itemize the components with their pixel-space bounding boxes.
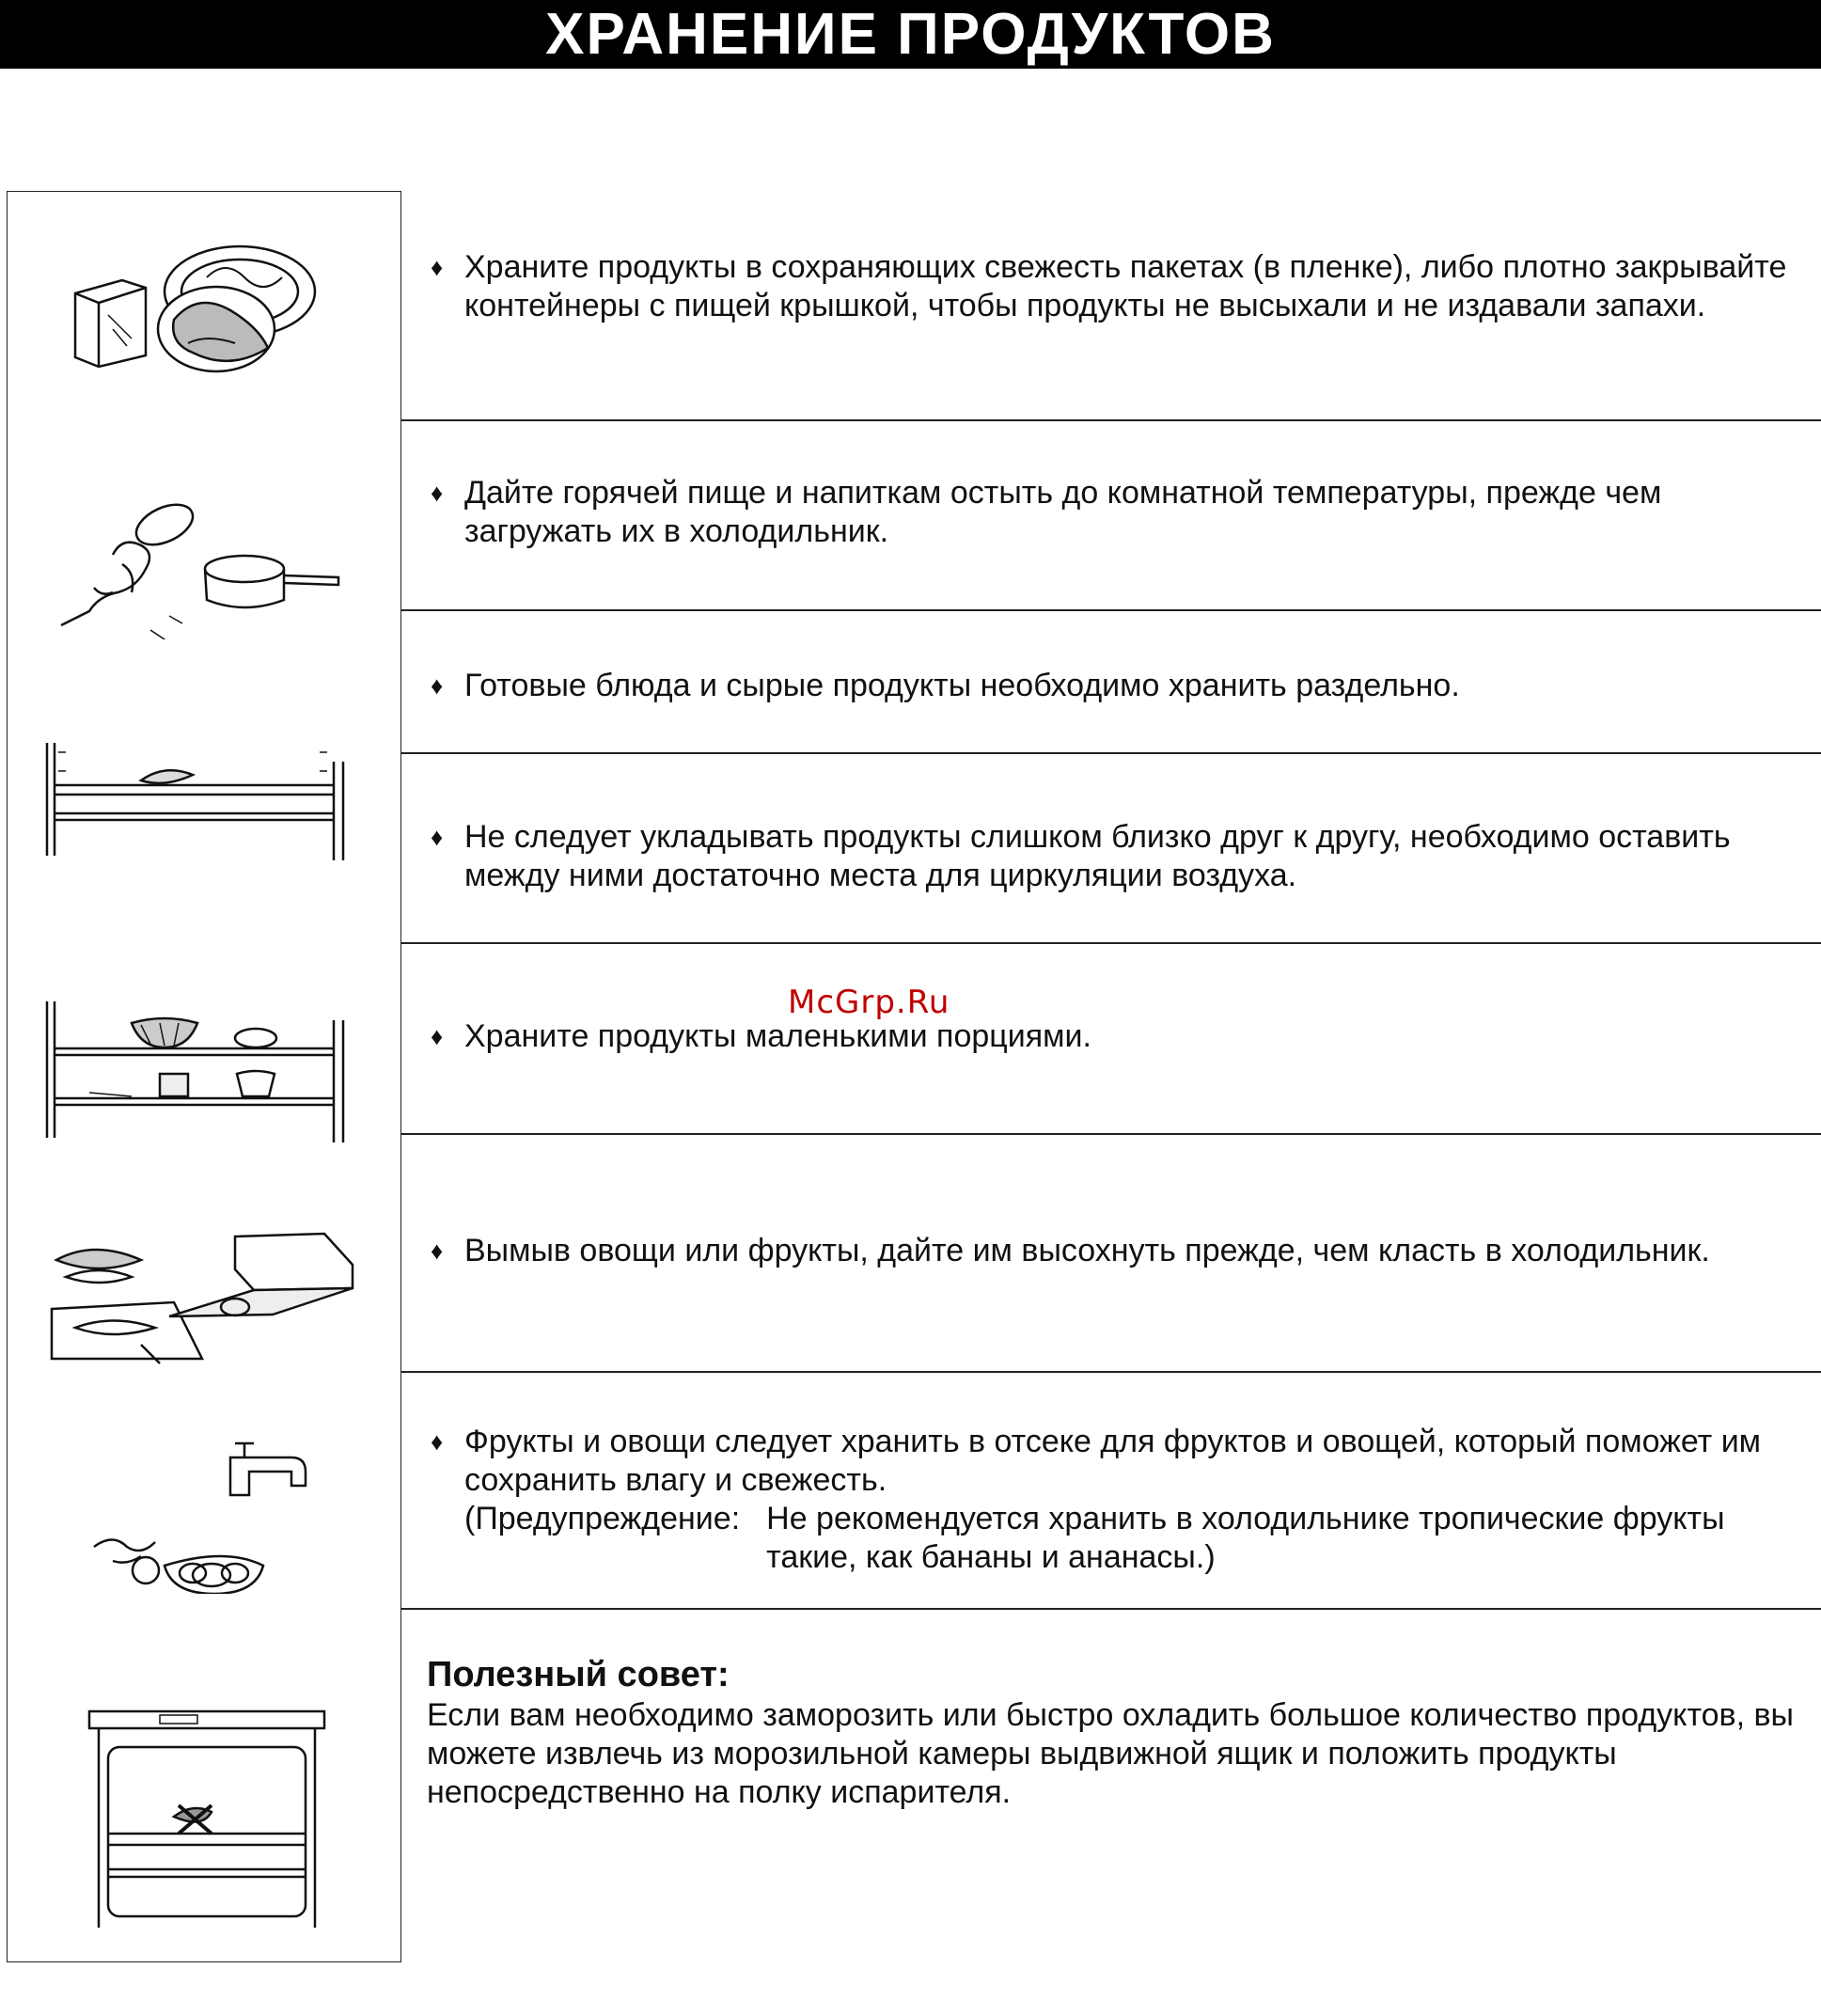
row-divider — [401, 1371, 1821, 1373]
shelf-fish-illustration — [38, 743, 357, 865]
row-divider — [401, 419, 1821, 421]
bullet-icon: ♦ — [431, 1427, 444, 1456]
bullet-icon: ♦ — [431, 671, 444, 700]
warning-label: (Предупреждение: — [464, 1501, 741, 1536]
tip-text: Если вам необходимо заморозить или быстро охладить большое количество продуктов, вы можете извлечь из морозильной камеры выдвижной ящик и положить продукты непосредственно на полку испарителя. — [427, 1697, 1794, 1810]
cooling-pan-illustration — [56, 498, 348, 639]
item-text: Храните продукты в сохраняющих свежесть пакетах (в пленке), либо плотно закрывайте контейнеры с пищей крышкой, чтобы продукты не высыхали и не издавали запахи. — [464, 249, 1787, 323]
item-text: Дайте горячей пище и напиткам остыть до комнатной температуры, прежде чем загружать их в холодильник. — [464, 475, 1662, 549]
storage-tip-item — [431, 667, 1803, 705]
storage-tip-item — [431, 1423, 1803, 1577]
fish-cutting-board-illustration — [47, 1222, 357, 1373]
row-divider — [401, 1133, 1821, 1135]
bullet-icon: ♦ — [431, 253, 444, 281]
row-divider — [401, 752, 1821, 754]
useful-tip — [427, 1653, 1809, 1812]
item-text: Храните продукты маленькими порциями. — [464, 1018, 1091, 1054]
tip-title: Полезный совет: — [427, 1655, 730, 1694]
bullet-icon: ♦ — [431, 823, 444, 851]
row-divider — [401, 942, 1821, 944]
item-text: Вымыв овощи или фрукты, дайте им высохнуть прежде, чем класть в холодильник. — [464, 1233, 1710, 1268]
storage-tip-item — [431, 474, 1803, 551]
storage-tip-item — [431, 1017, 1803, 1056]
page-title: ХРАНЕНИЕ ПРОДУКТОВ — [545, 2, 1276, 67]
freezer-compartment-illustration — [85, 1702, 338, 1932]
bullet-icon: ♦ — [431, 1022, 444, 1050]
row-divider — [401, 609, 1821, 611]
item-text: Фрукты и овощи следует хранить в отсеке для фруктов и овощей, который поможет им сохранить влагу и свежесть. — [464, 1424, 1762, 1498]
item-text: Готовые блюда и сырые продукты необходимо хранить раздельно. — [464, 668, 1460, 703]
item-text: Не следует укладывать продукты слишком близко друг к другу, необходимо оставить между ними достаточно места для циркуляции воздуха. — [464, 819, 1731, 893]
washing-fruit-illustration — [89, 1434, 324, 1594]
title-bar — [0, 0, 1821, 69]
shelf-portions-illustration — [38, 997, 357, 1147]
warning-text: Не рекомендуется хранить в холодильнике тропические фрукты такие, как бананы и ананасы.) — [766, 1501, 1725, 1575]
watermark: McGrp.Ru — [788, 984, 950, 1021]
wrapped-food-illustration — [66, 226, 320, 376]
storage-tip-item — [431, 1232, 1803, 1270]
row-divider — [401, 1608, 1821, 1610]
bullet-icon: ♦ — [431, 1236, 444, 1265]
storage-tip-item — [431, 248, 1803, 325]
bullet-icon: ♦ — [431, 479, 444, 507]
warning-note — [464, 1500, 1803, 1577]
storage-tip-item — [431, 818, 1803, 895]
